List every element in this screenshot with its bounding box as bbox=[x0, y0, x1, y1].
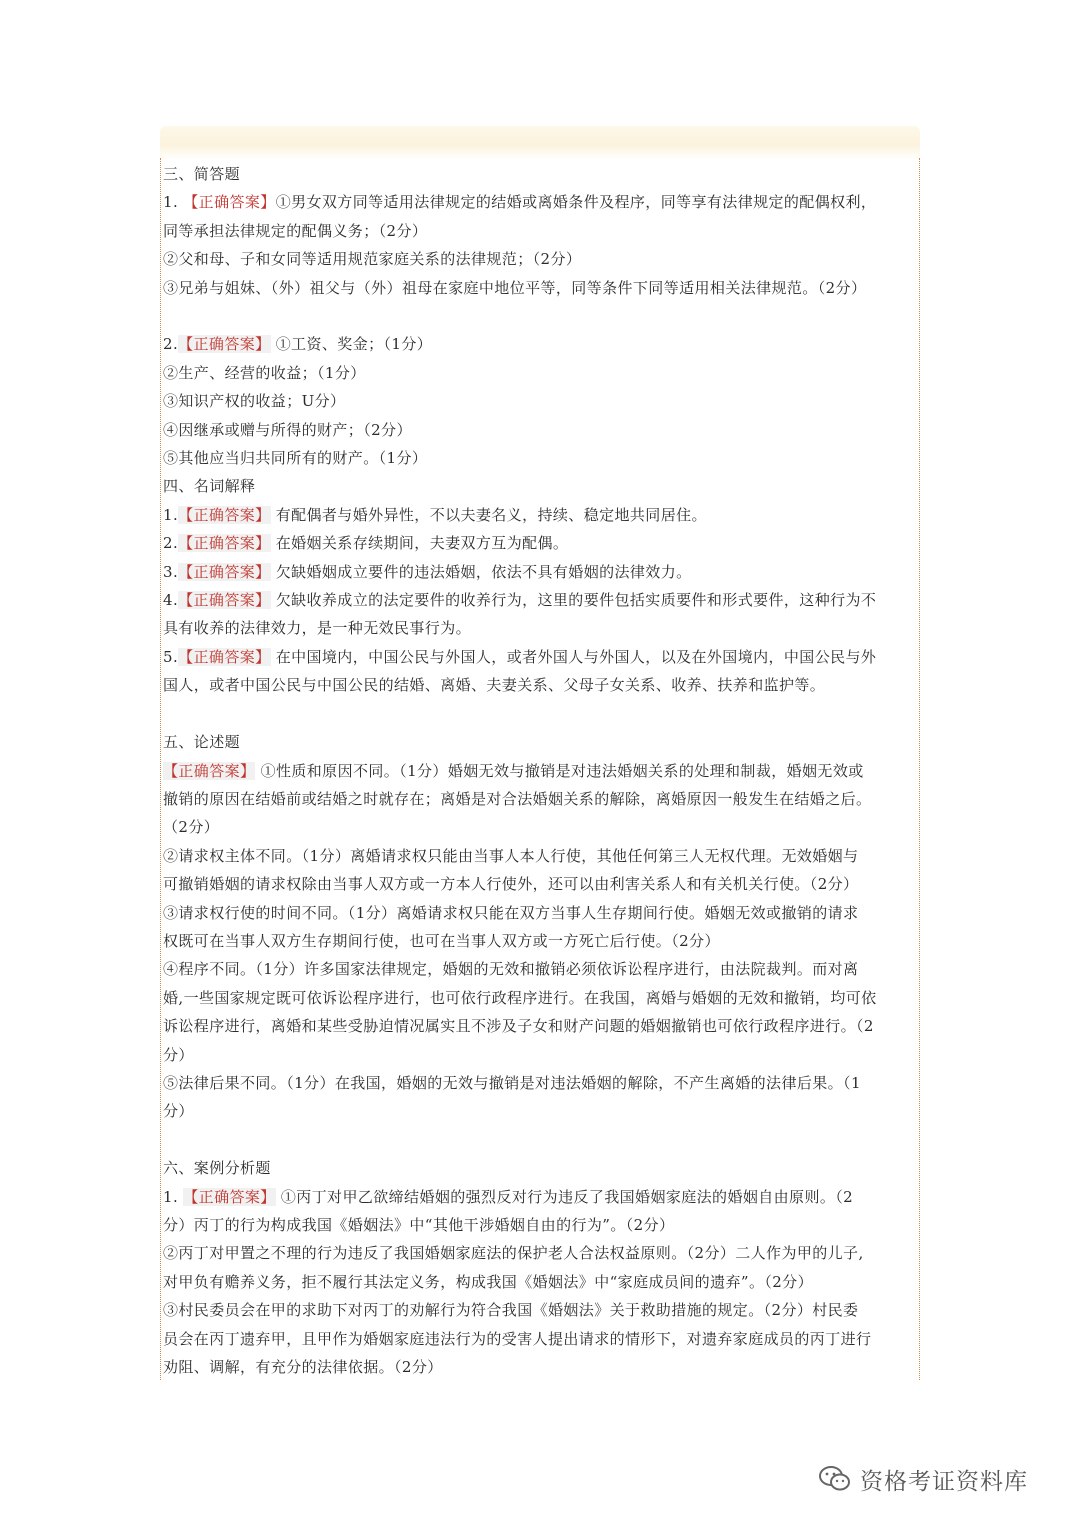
answer-line bbox=[163, 757, 915, 785]
answer-line: 分）丙丁的行为构成我国《婚姻法》中“其他干涉婚姻自由的行为”。（2分） bbox=[163, 1215, 675, 1234]
correct-answer-tag: 【正确答案】 bbox=[178, 335, 271, 354]
section-heading-term-explanation: 四、名词解释 bbox=[163, 477, 256, 496]
answer-number: 1. bbox=[163, 1187, 184, 1206]
answer-text: 有配偶者与婚外异性，不以夫妻名义，持续、稳定地共同居住。 bbox=[270, 505, 707, 524]
answer-line: 对甲负有赡养义务，拒不履行其法定义务，构成我国《婚姻法》中“家庭成员间的遗弃”。（2分） bbox=[163, 1272, 813, 1291]
source-watermark bbox=[818, 1462, 1028, 1496]
answer-line: ③村民委员会在甲的求助下对丙丁的劝解行为符合我国《婚姻法》关于救助措施的规定。（2分）村民委 bbox=[163, 1301, 859, 1320]
answer-line: ③知识产权的收益；U分） bbox=[163, 392, 346, 411]
answer-text: 欠缺婚姻成立要件的违法婚姻，依法不具有婚姻的法律效力。 bbox=[270, 562, 692, 581]
answer-line: 权既可在当事人双方生存期间行使，也可在当事人双方或一方死亡后行使。（2分） bbox=[163, 931, 720, 950]
page-top-shade bbox=[160, 126, 920, 160]
answer-line: 分） bbox=[163, 1102, 194, 1121]
answer-line bbox=[163, 188, 915, 216]
correct-answer-tag: 【正确答案】 bbox=[178, 591, 271, 610]
answer-line: 劝阻、调解，有充分的法律依据。（2分） bbox=[163, 1358, 443, 1377]
answer-text: 欠缺收养成立的法定要件的收养行为，这里的要件包括实质要件和形式要件，这种行为不 bbox=[270, 591, 877, 610]
answer-line bbox=[163, 501, 915, 529]
answer-line: ⑤法律后果不同。（1分）在我国，婚姻的无效与撤销是对违法婚姻的解除，不产生离婚的法律后果。（1 bbox=[163, 1073, 861, 1092]
answer-document bbox=[163, 160, 915, 1381]
answer-text: 在婚姻关系存续期间，夫妻双方互为配偶。 bbox=[270, 534, 569, 553]
answer-line bbox=[163, 330, 915, 358]
answer-line: ②父和母、子和女同等适用规范家庭关系的法律规范；（2分） bbox=[163, 250, 582, 269]
answer-number: 2. bbox=[163, 335, 179, 354]
answer-text: ①男女双方同等适用法律规定的结婚或离婚条件及程序，同等享有法律规定的配偶权利， bbox=[275, 193, 877, 212]
answer-line: ②丙丁对甲置之不理的行为违反了我国婚姻家庭法的保护老人合法权益原则。（2分）二人作为甲的儿子, bbox=[163, 1244, 864, 1263]
watermark-text: 资格考证资料库 bbox=[860, 1468, 1028, 1495]
answer-line bbox=[163, 529, 915, 557]
section-heading-essay: 五、论述题 bbox=[163, 733, 241, 752]
answer-line: ③请求权行使的时间不同。（1分）离婚请求权只能在双方当事人生存期间行使。婚姻无效或撤销的请求 bbox=[163, 903, 859, 922]
answer-line: ②生产、经营的收益；（1分） bbox=[163, 363, 366, 382]
answer-line: 分） bbox=[163, 1045, 194, 1064]
correct-answer-tag: 【正确答案】 bbox=[178, 562, 271, 581]
correct-answer-tag: 【正确答案】 bbox=[178, 534, 271, 553]
answer-number: 2. bbox=[163, 534, 179, 553]
answer-number: 4. bbox=[163, 591, 179, 610]
answer-line: （2分） bbox=[163, 818, 220, 837]
answer-line bbox=[163, 558, 915, 586]
answer-line: 可撤销婚姻的请求权除由当事人双方或一方本人行使外，还可以由利害关系人和有关机关行使。（2分） bbox=[163, 875, 859, 894]
section-heading-case-analysis: 六、案例分析题 bbox=[163, 1159, 271, 1178]
correct-answer-tag: 【正确答案】 bbox=[178, 505, 271, 524]
answer-line: ④因继承或赠与所得的财产；（2分） bbox=[163, 420, 412, 439]
correct-answer-tag: 【正确答案】 bbox=[183, 193, 276, 212]
answer-number: 3. bbox=[163, 562, 179, 581]
answer-text: ①性质和原因不同。（1分）婚姻无效与撤销是对违法婚姻关系的处理和制裁，婚姻无效或 bbox=[255, 761, 864, 780]
answer-text: 在中国境内，中国公民与外国人，或者外国人与外国人，以及在外国境内，中国公民与外 bbox=[270, 647, 877, 666]
answer-line: 撤销的原因在结婚前或结婚之时就存在；离婚是对合法婚姻关系的解除，离婚原因一般发生在结婚之后。 bbox=[163, 789, 872, 808]
answer-line: 同等承担法律规定的配偶义务；（2分） bbox=[163, 221, 428, 240]
answer-line: ③兄弟与姐妹、（外）祖父与（外）祖母在家庭中地位平等，同等条件下同等适用相关法律规范。（2分） bbox=[163, 278, 867, 297]
answer-line: 具有收养的法律效力，是一种无效民事行为。 bbox=[163, 619, 472, 638]
answer-number: 5. bbox=[163, 647, 179, 666]
wechat-icon bbox=[818, 1464, 852, 1494]
section-heading-short-answer: 三、简答题 bbox=[163, 165, 241, 183]
answer-line: 婚,一些国家规定既可依诉讼程序进行，也可依行政程序进行。在我国，离婚与婚姻的无效和撤销，均可依 bbox=[163, 988, 877, 1007]
answer-line: 国人，或者中国公民与中国公民的结婚、离婚、夫妻关系、父母子女关系、收养、扶养和监护等。 bbox=[163, 676, 826, 695]
answer-line bbox=[163, 643, 915, 671]
answer-line bbox=[163, 1183, 915, 1211]
answer-text: ①工资、奖金；（1分） bbox=[270, 335, 433, 354]
answer-number: 1. bbox=[163, 193, 184, 212]
answer-line: ④程序不同。（1分）许多国家法律规定，婚姻的无效和撤销必须依诉讼程序进行，由法院裁判。而对离 bbox=[163, 960, 859, 979]
answer-line: 员会在丙丁遗弃甲，且甲作为婚姻家庭违法行为的受害人提出请求的情形下，对遗弃家庭成员的丙丁进行 bbox=[163, 1329, 872, 1348]
correct-answer-tag: 【正确答案】 bbox=[183, 1187, 276, 1206]
answer-line: ⑤其他应当归共同所有的财产。（1分） bbox=[163, 449, 428, 468]
correct-answer-tag: 【正确答案】 bbox=[163, 761, 256, 780]
answer-line bbox=[163, 586, 915, 614]
answer-line: 诉讼程序进行，离婚和某些受胁迫情况属实且不涉及子女和财产问题的婚姻撤销也可依行政程序进行。（2 bbox=[163, 1017, 874, 1036]
answer-text: ①丙丁对甲乙欲缔结婚姻的强烈反对行为违反了我国婚姻家庭法的婚姻自由原则。（2 bbox=[275, 1187, 854, 1206]
answer-number: 1. bbox=[163, 505, 179, 524]
correct-answer-tag: 【正确答案】 bbox=[178, 647, 271, 666]
answer-line: ②请求权主体不同。（1分）离婚请求权只能由当事人本人行使，其他任何第三人无权代理。无效婚姻与 bbox=[163, 846, 859, 865]
